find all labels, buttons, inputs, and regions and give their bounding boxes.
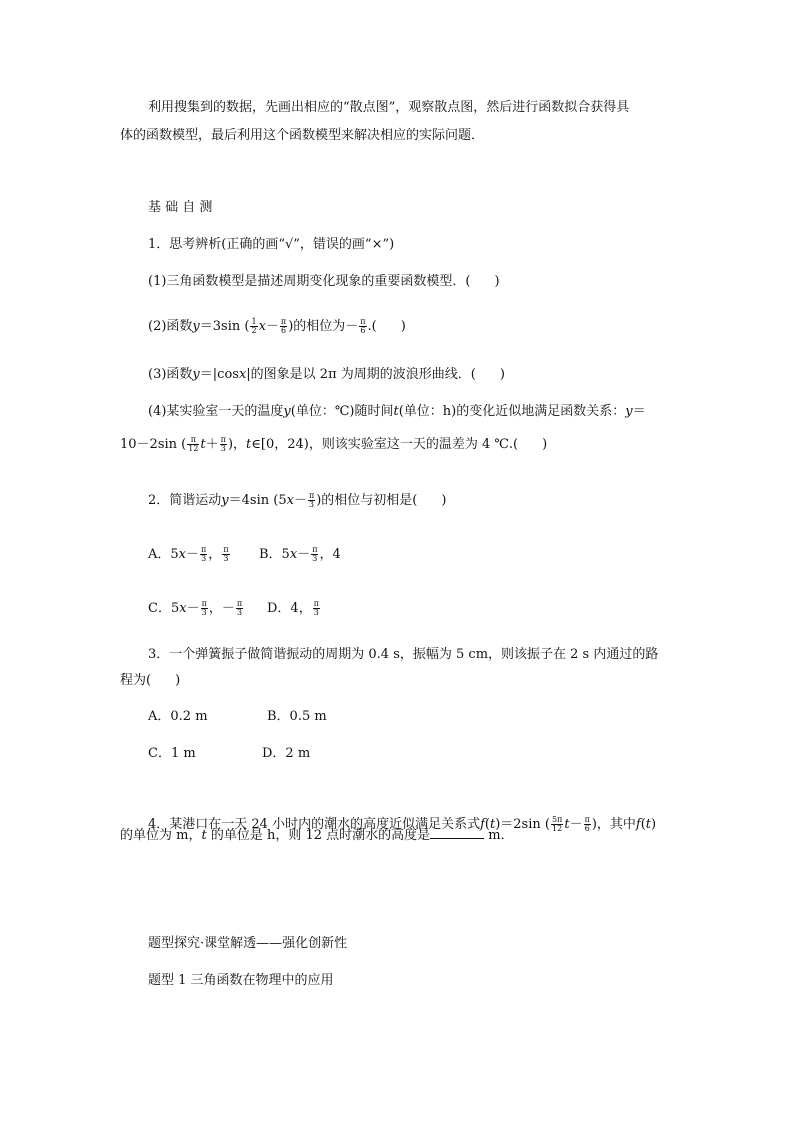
text: 的单位为 m， [120,828,202,843]
fraction [220,436,227,453]
var-x: x [286,493,294,508]
q3-option-d[interactable]: D．2 m [262,746,311,761]
option-label: A．5 [148,547,179,562]
var-t: t [246,437,252,452]
q2-option-a[interactable] [148,546,231,564]
denominator: 6 [360,326,366,335]
var-t: t [201,828,207,843]
denominator: 12 [188,444,199,453]
text: ＝3sin ( [199,319,250,334]
var-y: y [192,319,200,334]
denominator: 2 [251,326,257,335]
text: ) [542,437,548,452]
text: 2．简谐运动 [148,493,222,508]
text: － [297,547,311,562]
denominator: 3 [220,444,226,453]
text: ) [175,673,181,688]
option-label: B．5 [259,547,290,562]
numerator: π [236,599,243,608]
numerator: π [187,436,199,445]
denominator: 12 [552,824,563,833]
numerator: π [312,545,318,554]
text: － [186,547,200,562]
fraction [584,816,591,833]
text: 程为( [120,673,152,688]
text: .( [367,319,377,334]
denominator: 3 [201,554,207,563]
text: ) [400,319,406,334]
var-t: t [200,437,206,452]
text: (单位：h)的变化近似地满足函数关系： [398,404,626,419]
q3-option-c[interactable]: C．1 m [148,746,196,761]
var-t: t [564,817,570,832]
var-t: t [645,817,652,832]
fraction [201,600,208,617]
fraction [311,546,318,563]
denominator: 3 [313,608,319,617]
option-label: C．5 [148,601,180,616]
q1-statement-1 [148,273,500,291]
q3-option-b[interactable]: B．0.5 m [267,709,327,724]
q3-stem-line-1: 3．一个弹簧振子做简谐振动的周期为 0.4 s，振幅为 5 cm，则该振子在 2 s 内通过的路 [148,647,659,662]
explore-title: 题型探究·课堂解透——强化创新性 [148,936,348,951]
var-f: f [480,817,485,832]
q1-statement-4-line-2 [120,436,547,454]
numerator: π [201,599,207,608]
var-y: y [625,404,633,419]
type-1-title: 题型 1 三角函数在物理中的应用 [148,973,334,988]
var-y: y [192,367,200,382]
text: 4．某港口在一天 24 小时内的潮水的高度近似满足关系式 [148,817,481,832]
text: (3)函数 [148,367,193,382]
text: － [265,319,279,334]
var-y: y [283,404,291,419]
text: (单位：℃)随时间 [290,404,394,419]
text: 10－2sin ( [120,437,187,452]
q3-option-a[interactable]: A．0.2 m [148,709,208,724]
numerator: π [308,491,315,500]
var-y: y [221,493,229,508]
numerator: π [360,317,366,326]
text: ， [208,547,222,562]
numerator: π [223,545,229,554]
numerator: 5π [551,815,563,824]
text: )的相位与初相是( [316,493,418,508]
text: ) [651,817,657,832]
fraction [308,492,315,509]
intro-line-2: 体的函数模型，最后利用这个函数模型来解决相应的实际问题． [120,128,485,143]
text: － [569,817,583,832]
q2-option-d[interactable] [267,600,321,618]
text: ) [494,274,500,289]
q1-statement-3 [148,366,505,384]
text: ＝4sin (5 [228,493,287,508]
numerator: π [584,815,590,824]
q1-statement-2 [148,318,406,336]
denominator: 6 [281,326,287,335]
fraction [313,600,320,617]
q1-statement-4-line-1 [148,403,646,421]
text: )＝2sin ( [495,817,550,832]
text: ) [499,367,505,382]
denominator: 3 [236,608,243,617]
q2-option-c[interactable] [148,600,244,618]
fraction [200,546,207,563]
text: ＝ [632,404,646,419]
fraction [236,600,243,617]
text: ∈[0，24)，则该实验室这一天的温差为 4 ℃.( [251,437,519,452]
text: ，4 [319,547,341,562]
text: |的图象是以 2π 为周期的波浪形曲线．( [246,367,476,382]
section-title: 基 础 自 测 [148,200,213,215]
text: (2)函数 [148,319,193,334]
numerator: π [201,545,207,554]
intro-line-1: 利用搜集到的数据，先画出相应的“散点图”，观察散点图，然后进行函数拟合获得具 [148,100,630,115]
text: (4)某实验室一天的温度 [148,404,284,419]
var-x: x [179,601,187,616]
denominator: 3 [309,500,315,509]
text: m． [484,828,514,843]
denominator: 3 [223,554,229,563]
text: － [186,601,200,616]
numerator: π [313,599,319,608]
var-t: t [489,817,496,832]
q2-option-b[interactable] [259,546,341,564]
fraction [250,318,257,335]
text: )的相位为－ [288,319,359,334]
text: )， [227,437,247,452]
fraction [280,318,287,335]
text: (1)三角函数模型是描述周期变化现象的重要函数模型．( [148,274,471,289]
numerator: 1 [251,317,257,326]
var-x: x [258,319,266,334]
q4-stem-line-2 [120,826,514,845]
fraction [187,436,199,453]
numerator: π [220,435,226,444]
var-x: x [178,547,187,562]
q1-stem: 1．思考辨析(正确的画“√”，错误的画“×”) [148,237,395,252]
var-x: x [238,367,247,382]
text: ) [441,493,447,508]
q3-stem-line-2 [120,672,180,690]
text: )，其中 [591,817,636,832]
text: ( [640,817,646,832]
var-t: t [393,404,399,419]
answer-blank[interactable] [430,826,484,839]
var-f: f [635,817,641,832]
denominator: 3 [312,554,318,563]
option-label: D．4， [267,601,312,616]
numerator: π [280,317,287,326]
denominator: 6 [584,824,590,833]
text: ＝|cos [199,367,239,382]
fraction [359,318,366,335]
text: ，－ [208,601,235,616]
fraction [551,816,563,833]
text: － [293,493,307,508]
var-x: x [289,547,298,562]
fraction [222,546,229,563]
denominator: 3 [201,608,207,617]
text: 的单位是 h，则 12 点时潮水的高度是 [206,828,431,843]
q2-stem [148,492,446,510]
text: ＋ [205,437,219,452]
text: ( [484,817,490,832]
